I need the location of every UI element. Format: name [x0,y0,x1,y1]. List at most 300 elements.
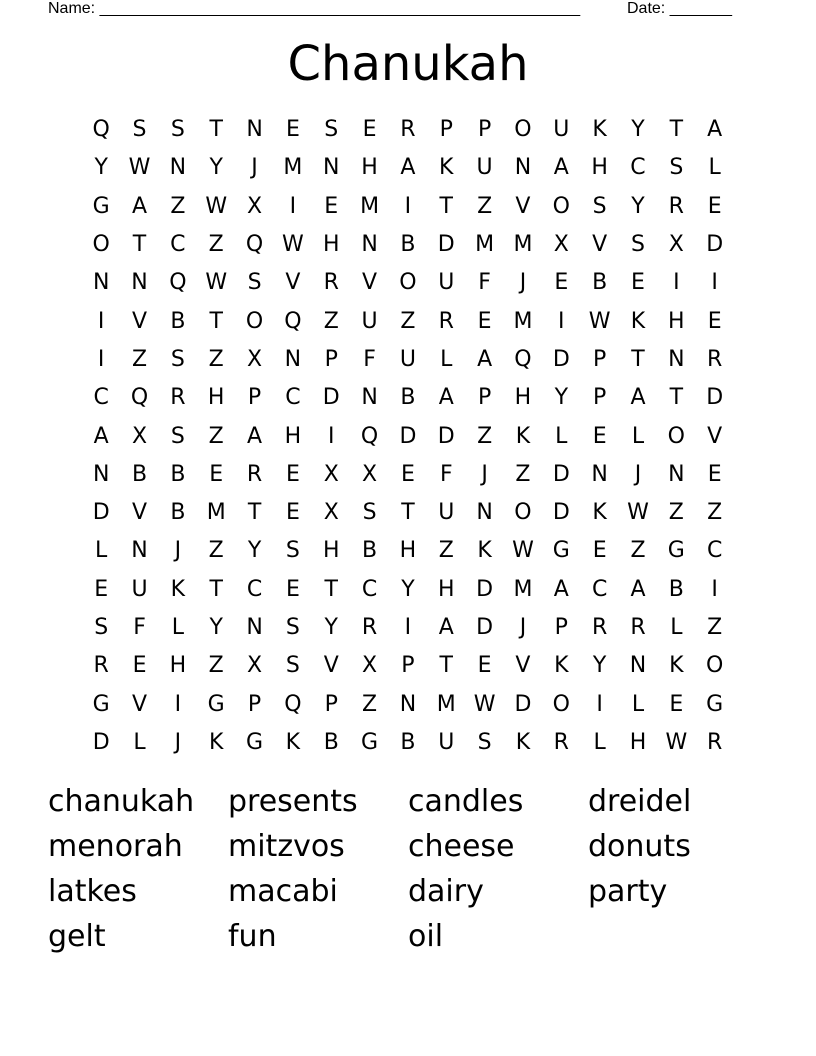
grid-letter: N [476,500,493,526]
grid-letter: V [592,232,608,258]
grid-letter: A [630,576,646,602]
grid-letter: S [132,117,147,143]
word-list-item: latkes [48,874,137,909]
grid-letter: Q [169,270,187,296]
grid-letter: P [247,691,262,717]
grid-letter: Q [514,346,532,372]
grid-row [82,456,734,494]
grid-letter: E [285,576,300,602]
grid-letter: E [285,461,300,487]
grid-letter: P [439,117,453,143]
grid-letter: H [322,538,340,564]
word-list-item: menorah [48,829,183,864]
grid-letter: E [94,576,109,602]
grid-letter: P [554,615,568,640]
grid-row [82,302,734,340]
grid-letter: Z [707,500,723,526]
grid-letter: Q [92,117,110,143]
grid-letter: L [95,538,108,564]
grid-letter: I [327,423,335,449]
grid-letter: A [438,385,454,411]
grid-letter: X [131,423,148,449]
grid-letter: S [170,423,185,449]
letter-grid [82,111,734,762]
grid-letter: Y [209,155,223,181]
grid-letter: S [362,500,377,526]
grid-letter: N [131,270,148,296]
grid-letter: U [438,729,455,755]
grid-letter: D [552,500,570,526]
grid-letter: W [665,729,688,755]
word-list-item: candles [408,784,524,819]
grid-letter: L [708,155,721,181]
grid-row [82,571,734,609]
grid-letter: V [131,308,148,334]
grid-letter: T [209,576,223,602]
grid-letter: S [669,155,684,181]
grid-letter: K [515,423,531,449]
grid-letter: I [711,576,718,602]
grid-letter: R [323,270,339,296]
grid-letter: N [284,346,302,372]
grid-letter: W [205,193,228,219]
grid-letter: T [324,576,338,602]
grid-letter: D [437,232,455,258]
grid-letter: N [629,653,647,679]
word-list-item: macabi [228,874,338,909]
grid-letter: Y [401,576,415,602]
word-list-row [48,915,768,960]
grid-letter: S [477,729,492,755]
grid-letter: I [711,270,718,296]
grid-row [82,532,734,570]
grid-letter: O [245,308,264,334]
grid-row [82,111,734,149]
grid-letter: I [596,691,603,717]
grid-letter: T [439,653,453,679]
grid-letter: V [131,691,148,717]
grid-letter: K [515,729,531,755]
grid-letter: G [207,691,225,717]
grid-letter: W [282,232,304,258]
grid-letter: P [324,691,338,717]
word-list-row [48,870,768,915]
grid-letter: Z [630,538,646,564]
grid-letter: Q [284,308,302,334]
grid-letter: K [170,576,186,602]
grid-letter: H [322,232,340,258]
word-list-row [48,780,768,825]
grid-letter: Z [208,538,224,564]
grid-letter: N [399,691,417,717]
grid-letter: R [246,461,263,487]
grid-letter: X [553,232,569,258]
grid-letter: B [400,385,416,411]
grid-letter: F [439,461,453,487]
grid-letter: N [131,538,148,564]
grid-letter: V [323,653,339,679]
grid-letter: R [400,117,416,143]
grid-letter: A [93,423,109,449]
grid-letter: H [284,423,302,449]
grid-row [82,188,734,226]
grid-letter: Q [284,691,302,717]
grid-letter: H [207,385,225,411]
grid-letter: J [519,615,527,640]
grid-letter: Y [209,615,223,640]
grid-letter: C [361,576,378,602]
grid-letter: K [630,308,646,334]
grid-letter: S [285,615,300,640]
grid-letter: R [707,729,723,755]
grid-row [82,226,734,264]
grid-letter: P [247,385,262,411]
grid-letter: T [669,385,684,411]
grid-letter: Z [477,193,493,219]
grid-letter: V [285,270,301,296]
grid-letter: N [169,155,187,181]
grid-letter: R [591,615,608,640]
grid-letter: P [401,653,415,679]
grid-letter: J [634,461,642,487]
name-field-label: Name: ______________________________________________________ [48,0,581,17]
grid-letter: F [363,346,376,372]
grid-letter: E [362,117,377,143]
grid-letter: G [552,538,570,564]
grid-letter: K [669,653,684,679]
grid-letter: X [247,346,263,372]
grid-letter: E [285,117,300,143]
grid-letter: B [400,729,416,755]
grid-letter: E [132,653,147,679]
grid-row [82,264,734,302]
grid-letter: E [669,691,684,717]
grid-letter: Z [208,423,224,449]
grid-letter: R [438,308,454,334]
grid-letter: U [438,270,455,296]
grid-letter: W [205,270,228,296]
grid-row [82,149,734,187]
grid-letter: T [132,232,147,258]
grid-letter: J [174,729,182,755]
grid-letter: Q [130,385,149,411]
grid-letter: G [246,729,264,755]
grid-letter: T [247,500,262,526]
grid-letter: A [630,385,646,411]
grid-letter: B [362,538,378,564]
grid-letter: B [400,232,416,258]
grid-letter: B [131,461,148,487]
grid-letter: X [323,461,339,487]
grid-letter: M [206,500,226,526]
grid-letter: O [92,232,110,258]
grid-letter: D [476,615,494,640]
grid-letter: D [322,385,340,411]
grid-letter: D [552,461,570,487]
grid-letter: G [92,193,110,219]
grid-letter: K [208,729,224,755]
grid-letter: O [706,653,724,679]
word-list [48,780,768,960]
page-title: Chanukah [287,36,529,92]
grid-letter: I [97,346,105,372]
grid-letter: I [97,308,105,334]
grid-letter: L [631,691,645,717]
grid-letter: A [438,615,454,640]
grid-letter: X [362,461,378,487]
grid-letter: R [707,346,723,372]
grid-letter: V [707,423,723,449]
grid-letter: F [133,615,146,640]
grid-letter: I [289,193,297,219]
grid-letter: L [670,615,683,640]
grid-letter: S [94,615,109,640]
grid-letter: J [251,155,258,181]
grid-letter: X [247,653,263,679]
grid-letter: J [174,538,182,564]
grid-letter: N [668,461,685,487]
grid-letter: Z [362,691,378,717]
grid-row [82,494,734,532]
grid-letter: L [171,615,184,640]
grid-letter: I [558,308,565,334]
grid-letter: C [591,576,608,602]
grid-letter: K [592,500,607,526]
grid-letter: M [513,232,533,258]
grid-letter: H [514,385,532,411]
grid-letter: P [477,385,492,411]
grid-letter: S [247,270,262,296]
grid-letter: C [285,385,301,411]
grid-letter: V [515,653,531,679]
grid-letter: H [361,155,378,181]
grid-letter: D [399,423,417,449]
grid-letter: Z [208,232,224,258]
grid-letter: O [399,270,417,296]
grid-letter: Z [477,423,493,449]
grid-letter: B [323,729,339,755]
grid-letter: S [285,653,300,679]
grid-letter: D [706,385,724,411]
grid-letter: Z [323,308,339,334]
grid-letter: N [246,117,263,143]
grid-letter: G [92,691,110,717]
grid-letter: D [92,500,110,526]
word-list-item: mitzvos [228,829,345,864]
grid-letter: D [92,729,110,755]
grid-letter: J [519,270,527,296]
grid-letter: A [131,193,148,219]
grid-letter: S [285,538,300,564]
grid-letter: U [476,155,493,181]
grid-letter: Y [94,155,108,181]
grid-letter: C [170,232,186,258]
grid-letter: Z [170,193,186,219]
grid-letter: B [170,308,186,334]
word-list-item: gelt [48,919,106,954]
word-list-row [48,825,768,870]
grid-letter: E [285,500,300,526]
grid-letter: U [438,500,455,526]
grid-letter: N [361,385,378,411]
grid-letter: A [477,346,493,372]
grid-letter: U [553,117,570,143]
grid-letter: D [514,691,532,717]
grid-letter: R [170,385,186,411]
grid-letter: A [400,155,416,181]
word-list-item: cheese [408,829,515,864]
grid-letter: I [174,691,182,717]
grid-letter: C [630,155,646,181]
grid-letter: Q [360,423,379,449]
grid-letter: P [477,117,492,143]
grid-letter: U [131,576,148,602]
grid-letter: W [588,308,611,334]
grid-letter: L [631,423,645,449]
grid-row [82,379,734,417]
grid-letter: D [437,423,455,449]
grid-letter: E [592,423,607,449]
grid-letter: B [592,270,608,296]
grid-letter: M [513,308,533,334]
grid-letter: T [401,500,415,526]
grid-letter: I [673,270,680,296]
grid-row [82,647,734,685]
word-list-item: dairy [408,874,484,909]
grid-letter: W [512,538,534,564]
grid-letter: N [591,461,608,487]
word-list-item: fun [228,919,277,954]
grid-letter: P [593,346,607,372]
grid-letter: M [475,232,495,258]
grid-letter: E [631,270,645,296]
word-list-item: presents [228,784,358,819]
grid-letter: L [593,729,606,755]
grid-letter: S [170,117,185,143]
grid-letter: G [667,538,685,564]
grid-letter: Z [208,653,224,679]
grid-letter: U [399,346,416,372]
grid-row [82,609,734,647]
grid-letter: H [169,653,187,679]
grid-letter: B [668,576,684,602]
grid-letter: A [553,155,569,181]
grid-letter: N [92,461,110,487]
grid-letter: B [170,500,186,526]
grid-letter: E [707,308,722,334]
grid-letter: S [170,346,185,372]
grid-letter: Z [515,461,531,487]
grid-letter: P [324,346,338,372]
grid-letter: R [361,615,378,640]
grid-letter: N [668,346,685,372]
word-list-item: party [588,874,668,909]
grid-letter: N [246,615,263,640]
grid-letter: Y [592,653,607,679]
grid-letter: A [247,423,263,449]
grid-letter: W [128,155,151,181]
grid-letter: D [476,576,494,602]
grid-letter: Z [131,346,148,372]
grid-letter: X [362,653,378,679]
grid-letter: A [553,576,569,602]
grid-letter: Y [631,193,645,219]
grid-letter: Y [324,615,338,640]
grid-letter: K [477,538,492,564]
grid-letter: L [440,346,453,372]
word-list-item: donuts [588,829,691,864]
grid-letter: R [553,729,569,755]
grid-letter: L [555,423,568,449]
grid-letter: E [477,653,492,679]
grid-letter: E [707,461,722,487]
grid-row [82,417,734,455]
word-list-item: dreidel [588,784,692,819]
grid-letter: Y [631,117,645,143]
grid-letter: F [478,270,491,296]
grid-letter: M [283,155,303,181]
grid-letter: K [285,729,301,755]
grid-letter: D [706,232,724,258]
grid-letter: H [399,538,417,564]
date-field-label: Date: _______ [627,0,732,17]
grid-letter: D [552,346,570,372]
grid-letter: I [404,615,412,640]
grid-letter: M [436,691,456,717]
grid-letter: M [513,576,533,602]
grid-letter: N [323,155,340,181]
grid-letter: H [437,576,455,602]
grid-letter: Z [707,615,723,640]
grid-letter: S [324,117,339,143]
grid-letter: E [400,461,415,487]
grid-letter: T [209,308,223,334]
grid-letter: O [552,691,570,717]
grid-row [82,685,734,723]
grid-letter: Y [554,385,569,411]
grid-letter: R [668,193,684,219]
grid-letter: E [477,308,492,334]
grid-row [82,724,734,762]
grid-row [82,341,734,379]
grid-letter: G [361,729,379,755]
grid-letter: N [361,232,378,258]
grid-letter: T [669,117,684,143]
grid-letter: E [324,193,339,219]
grid-letter: N [92,270,110,296]
grid-letter: B [170,461,186,487]
word-list-item: oil [408,919,444,954]
grid-letter: E [592,538,607,564]
grid-letter: C [706,538,723,564]
grid-letter: W [473,691,496,717]
grid-letter: X [668,232,684,258]
grid-letter: S [631,232,645,258]
grid-letter: E [554,270,569,296]
grid-letter: O [514,117,532,143]
grid-letter: V [362,270,378,296]
grid-letter: O [667,423,685,449]
grid-letter: Z [400,308,416,334]
grid-letter: X [323,500,339,526]
grid-letter: Z [438,538,454,564]
grid-letter: A [707,117,723,143]
grid-letter: R [630,615,646,640]
grid-letter: T [439,193,453,219]
grid-letter: V [131,500,148,526]
grid-letter: Z [208,346,224,372]
grid-letter: H [629,729,647,755]
